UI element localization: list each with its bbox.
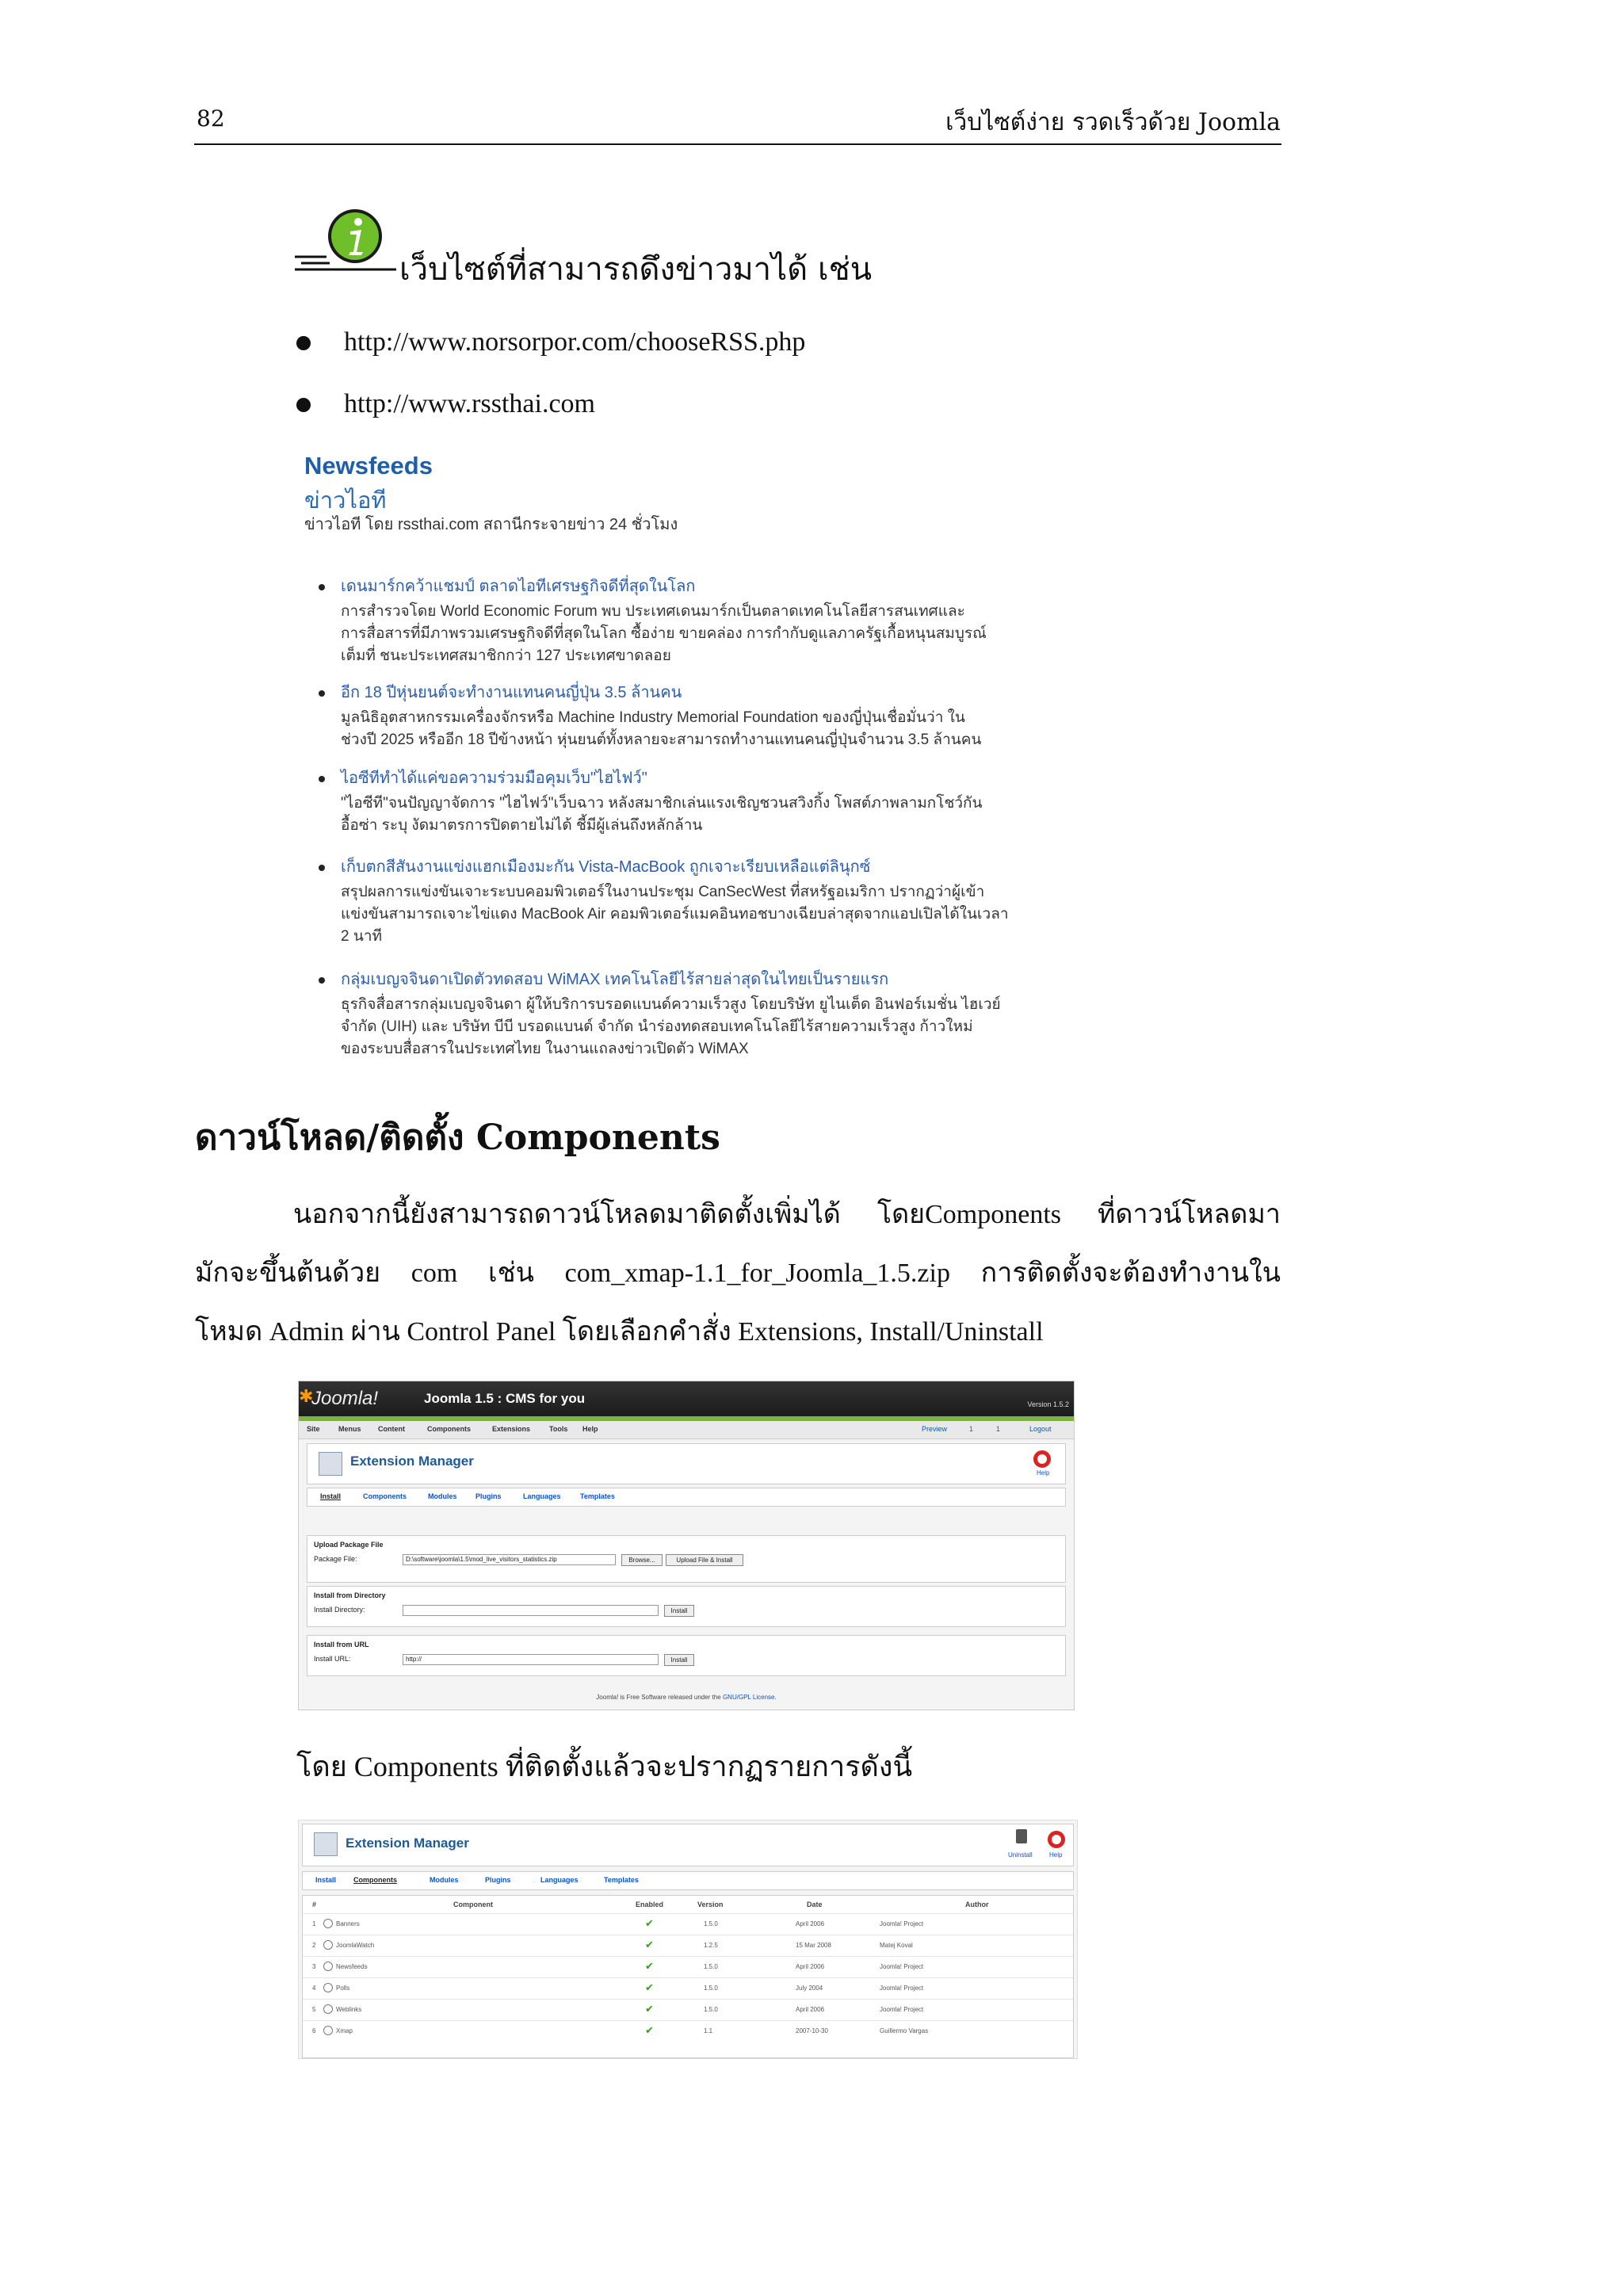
help-icon[interactable]: [1048, 1831, 1065, 1848]
column-header: #: [312, 1901, 317, 1908]
component-version: 1.5.0: [704, 1963, 718, 1970]
component-author: Joomla! Project: [880, 1920, 924, 1927]
news-item: [341, 575, 1046, 667]
upload-package-section: [307, 1535, 1066, 1583]
uninstall-label[interactable]: Uninstall: [1008, 1851, 1033, 1859]
news-body-line: มูลนิธิอุตสาหกรรมเครื่องจักรหรือ Machine Industry Memorial Foundation ของญี่ปุ่นเชื่อมั่นว่า ใน: [341, 709, 965, 726]
help-icon[interactable]: [1033, 1450, 1051, 1468]
component-version: 1.5.0: [704, 1920, 718, 1927]
component-date: 15 Mar 2008: [796, 1942, 831, 1949]
section-heading: Upload Package File: [314, 1541, 384, 1549]
header-rule: [194, 143, 1281, 145]
menu-help[interactable]: Help: [582, 1425, 598, 1433]
component-date: April 2006: [796, 2006, 825, 2013]
menu-components[interactable]: Components: [427, 1425, 471, 1433]
install-directory-input[interactable]: [403, 1605, 659, 1616]
column-header: Enabled: [636, 1901, 664, 1908]
extension-manager-components-screenshot: [298, 1820, 1078, 2059]
admin-menu: [299, 1421, 1074, 1439]
table-row[interactable]: [303, 1913, 1073, 1935]
field-label: Install URL:: [314, 1655, 351, 1663]
row-number: 2: [312, 1942, 316, 1949]
field-label: Package File:: [314, 1555, 357, 1563]
menu-extensions[interactable]: Extensions: [492, 1425, 531, 1433]
extension-manager-install-screenshot: [298, 1381, 1075, 1710]
column-header: Author: [965, 1901, 989, 1908]
news-body: [341, 601, 1046, 667]
component-name: Xmap: [336, 2027, 353, 2034]
news-body-line: อื้อซ่า ระบุ งัดมาตรการปิดตายไม่ได้ ชี้มีผู้เล่นถึงหลักล้าน: [341, 817, 703, 834]
news-body: [341, 793, 1046, 837]
enabled-check-icon[interactable]: ✔: [645, 2003, 654, 2015]
bullet-icon: [319, 776, 325, 782]
select-radio[interactable]: [323, 1983, 333, 1992]
tab-components[interactable]: Components: [363, 1492, 407, 1500]
tab-languages[interactable]: Languages: [540, 1876, 579, 1884]
news-item: [341, 856, 1046, 948]
tab-components[interactable]: Components: [353, 1876, 397, 1884]
text-run: นอกจากนี้ยังสามารถดาวน์โหลดมาติดตั้งเพิ่มได้: [293, 1200, 841, 1229]
extension-tabs: [302, 1871, 1074, 1890]
tab-templates[interactable]: Templates: [580, 1492, 615, 1500]
section-heading: Install from URL: [314, 1641, 369, 1648]
browse-button[interactable]: Browse...: [621, 1554, 663, 1566]
news-body-line: 2 นาที: [341, 928, 383, 945]
bullet-icon: [319, 865, 325, 871]
tab-plugins[interactable]: Plugins: [475, 1492, 502, 1500]
cms-title: Joomla 1.5 : CMS for you: [424, 1391, 586, 1406]
newsfeed-description: ข่าวไอที โดย rssthai.com สถานีกระจายข่าว 24 ชั่วโมง: [304, 516, 678, 533]
select-radio[interactable]: [323, 1962, 333, 1971]
tab-languages[interactable]: Languages: [523, 1492, 561, 1500]
install-icon: [314, 1832, 338, 1856]
install-button[interactable]: Install: [664, 1605, 694, 1617]
paragraph-line: [195, 1244, 1281, 1303]
component-date: 2007-10-30: [796, 2027, 828, 2034]
news-body-line: การสื่อสารที่มีภาพรวมเศรษฐกิจดีที่สุดในโลก ซื้อง่าย ขายคล่อง การกำกับดูแลภาครัฐเกื้อหนุนสมบูรณ์: [341, 625, 987, 642]
text-run: โดยComponents: [876, 1200, 1061, 1229]
note-text: เว็บไซต์ที่สามารถดึงข่าวมาได้ เช่น: [399, 251, 873, 288]
component-date: April 2006: [796, 1920, 825, 1927]
row-number: 6: [312, 2027, 316, 2034]
news-body: [341, 994, 1046, 1060]
bullet-icon: [319, 977, 325, 984]
install-url-section: [307, 1635, 1066, 1676]
table-row[interactable]: [303, 1977, 1073, 2000]
news-body-line: แข่งขันสามารถเจาะไข่แดง MacBook Air คอมพิวเตอร์แมคอินทอชบางเฉียบล่าสุดจากแอปเปิลได้ในเวลา: [341, 906, 1009, 923]
row-number: 3: [312, 1963, 316, 1970]
news-body: [341, 881, 1046, 948]
license-link[interactable]: GNU/GPL License.: [722, 1694, 777, 1701]
text-run: com: [411, 1259, 458, 1288]
uninstall-icon[interactable]: [1016, 1829, 1027, 1843]
news-title[interactable]: กลุ่มเบญจจินดาเปิดตัวทดสอบ WiMAX เทคโนโลยีไร้สายล่าสุดในไทยเป็นรายแรก: [341, 971, 889, 988]
component-name: Newsfeeds: [336, 1963, 368, 1970]
component-name: Polls: [336, 1985, 350, 1992]
section-title: ดาวน์โหลด/ติดตั้ง Components: [195, 1117, 720, 1158]
news-body: [341, 707, 1046, 751]
help-label[interactable]: Help: [1049, 1851, 1063, 1859]
tab-install[interactable]: Install: [320, 1492, 342, 1500]
menu-site[interactable]: Site: [307, 1425, 320, 1433]
component-author: Joomla! Project: [880, 1985, 924, 1992]
tab-plugins[interactable]: Plugins: [485, 1876, 511, 1884]
enabled-check-icon[interactable]: ✔: [645, 2024, 654, 2036]
select-radio[interactable]: [323, 2026, 333, 2035]
version-label: Version 1.5.2: [1027, 1400, 1069, 1408]
tab-templates[interactable]: Templates: [604, 1876, 639, 1884]
table-row[interactable]: [303, 2020, 1073, 2042]
news-title[interactable]: อีก 18 ปีหุ่นยนต์จะทำงานแทนคนญี่ปุ่น 3.5 ล้านคน: [341, 684, 682, 701]
news-title[interactable]: เดนมาร์กคว้าแชมป์ ตลาดไอทีเศรษฐกิจดีที่สุดในโลก: [341, 578, 696, 595]
component-version: 1.5.0: [704, 2006, 718, 2013]
footer-text: Joomla! is Free Software released under the: [596, 1694, 721, 1701]
component-author: Matej Koval: [880, 1942, 913, 1949]
enabled-check-icon[interactable]: ✔: [645, 1939, 654, 1950]
news-item: [341, 682, 1046, 751]
bullet-icon: [319, 690, 325, 697]
section-heading: Install from Directory: [314, 1591, 386, 1599]
enabled-check-icon[interactable]: ✔: [645, 1960, 654, 1972]
component-author: Joomla! Project: [880, 2006, 924, 2013]
messages-count[interactable]: 1: [969, 1425, 974, 1433]
text-run: การติดตั้งจะต้องทำงานใน: [980, 1259, 1281, 1288]
info-icon: [295, 206, 396, 277]
news-body-line: การสำรวจโดย World Economic Forum พบ ประเทศเดนมาร์กเป็นตลาดเทคโนโลยีสารสนเทศและ: [341, 603, 965, 620]
text-run: ที่ดาวน์โหลดมา: [1097, 1200, 1281, 1229]
table-row[interactable]: [303, 1999, 1073, 2021]
column-header[interactable]: Component: [453, 1901, 493, 1908]
newsfeed-screenshot: [296, 444, 1078, 1070]
bullet-icon: [296, 398, 311, 412]
install-button[interactable]: Install: [664, 1654, 694, 1666]
tab-modules[interactable]: Modules: [430, 1876, 459, 1884]
install-directory-section: [307, 1586, 1066, 1627]
upload-install-button[interactable]: Upload File & Install: [666, 1554, 743, 1566]
component-version: 1.5.0: [704, 1985, 718, 1992]
bullet-icon: [296, 336, 311, 350]
news-body-line: ช่วงปี 2025 หรืออีก 18 ปีข้างหน้า หุ่นยนต์ทั้งหลายจะสามารถทำงานแทนคนญี่ปุ่นจำนวน 3.5 ล้านคน: [341, 732, 982, 748]
news-body-line: ของระบบสื่อสารในประเทศไทย ในงานแถลงข่าวเปิดตัว WiMAX: [341, 1041, 749, 1057]
newsfeed-title: Newsfeeds: [304, 452, 433, 479]
menu-menus[interactable]: Menus: [338, 1425, 361, 1433]
news-body-line: สรุปผลการแข่งขันเจาะระบบคอมพิวเตอร์ในงานประชุม CanSecWest ที่สหรัฐอเมริกา ปรากฏว่าผู้เข้า: [341, 884, 985, 900]
column-header: Date: [807, 1901, 823, 1908]
select-radio[interactable]: [323, 1919, 333, 1928]
page-number: 82: [197, 105, 225, 132]
row-number: 5: [312, 2006, 316, 2013]
news-body-line: จำกัด (UIH) และ บริษัท บีบี บรอดแบนด์ จำกัด นำร่องทดสอบเทคโนโลยีไร้สายความเร็วสูง ก้าวใหม่: [341, 1018, 973, 1035]
newsfeed-subtitle[interactable]: ข่าวไอที: [304, 488, 387, 514]
component-date: April 2006: [796, 1963, 825, 1970]
component-name: Weblinks: [336, 2006, 362, 2013]
select-radio[interactable]: [323, 2004, 333, 2014]
component-version: 1.1: [704, 2027, 713, 2034]
joomla-topbar: [299, 1381, 1074, 1416]
enabled-check-icon[interactable]: ✔: [645, 1917, 654, 1929]
news-body-line: เต็มที่ ชนะประเทศสมาชิกกว่า 127 ประเทศขาดลอย: [341, 648, 671, 664]
row-number: 1: [312, 1920, 316, 1927]
news-item: [341, 968, 1046, 1060]
component-date: July 2004: [796, 1985, 823, 1992]
tab-install[interactable]: Install: [315, 1876, 337, 1884]
component-author: Guillermo Vargas: [880, 2027, 929, 2034]
paragraph-line: [195, 1186, 1281, 1244]
running-title: เว็บไซต์ง่าย รวดเร็วด้วย Joomla: [945, 109, 1281, 136]
column-header: Version: [697, 1901, 724, 1908]
field-label: Install Directory:: [314, 1606, 365, 1614]
body-paragraph: [195, 1186, 1281, 1368]
news-body-line: "ไอซีที"จนปัญญาจัดการ "ไฮไฟว์"เว็บฉาว หลังสมาชิกเล่นแรงเชิญชวนสวิงกิ้ง โพสต์ภาพลามกโชว์กัน: [341, 795, 983, 812]
link-url[interactable]: http://www.rssthai.com: [344, 389, 595, 418]
text-run: เช่น: [488, 1259, 534, 1288]
joomla-logo-icon: ✱: [299, 1386, 314, 1406]
row-number: 4: [312, 1985, 316, 1992]
components-table: [302, 1895, 1074, 2058]
help-label[interactable]: Help: [1037, 1469, 1050, 1477]
link-url[interactable]: http://www.norsorpor.com/chooseRSS.php: [344, 327, 806, 357]
text-run: com_xmap-1.1_for_Joomla_1.5.zip: [564, 1259, 950, 1288]
component-name: Banners: [336, 1920, 360, 1927]
bullet-icon: [319, 584, 325, 590]
package-file-input[interactable]: D:\software\joomla\1.5\mod_live_visitors_statistics.zip: [403, 1554, 616, 1565]
news-item: [341, 767, 1046, 837]
paragraph-line: [195, 1303, 1281, 1362]
text-run: มักจะขึ้นต้นด้วย: [195, 1259, 381, 1288]
logout-link[interactable]: Logout: [1029, 1425, 1052, 1433]
preview-link[interactable]: Preview: [922, 1425, 948, 1433]
tab-modules[interactable]: Modules: [428, 1492, 457, 1500]
select-radio[interactable]: [323, 1940, 333, 1950]
caption: โดย Components ที่ติดตั้งแล้วจะปรากฏรายการดังนี้: [296, 1751, 913, 1782]
install-icon: [319, 1452, 342, 1476]
menu-content[interactable]: Content: [378, 1425, 405, 1433]
news-title[interactable]: เก็บตกสีสันงานแข่งแฮกเมืองมะกัน Vista-MacBook ถูกเจาะเรียบเหลือแต่ลินุกซ์: [341, 858, 871, 876]
extension-tabs: [307, 1488, 1066, 1507]
page-title: Extension Manager: [350, 1454, 474, 1469]
news-body-line: ธุรกิจสื่อสารกลุ่มเบญจจินดา ผู้ให้บริการบรอดแบนด์ความเร็วสูง โดยบริษัท ยูไนเต็ด อินฟอร์เมชั่น ไฮเวย์: [341, 996, 1001, 1013]
text-run: โหมด Admin ผ่าน Control Panel โดยเลือกคำสั่ง Extensions, Install/Uninstall: [195, 1317, 1044, 1347]
component-name: JoomlaWatch: [336, 1942, 375, 1949]
menu-tools[interactable]: Tools: [549, 1425, 568, 1433]
license-footer: [299, 1694, 1074, 1701]
joomla-logo: Joomla!: [311, 1388, 379, 1409]
page-header: [307, 1443, 1066, 1484]
component-author: Joomla! Project: [880, 1963, 924, 1970]
users-count[interactable]: 1: [996, 1425, 1001, 1433]
page-title: Extension Manager: [346, 1836, 469, 1851]
install-url-input[interactable]: http://: [403, 1654, 659, 1665]
news-title[interactable]: ไอซีทีทำได้แค่ขอความร่วมมือคุมเว็บ"ไฮไฟว์": [341, 770, 647, 787]
enabled-check-icon[interactable]: ✔: [645, 1981, 654, 1993]
component-version: 1.2.5: [704, 1942, 718, 1949]
page-header: [302, 1824, 1074, 1866]
table-row[interactable]: [303, 1935, 1073, 1957]
table-row[interactable]: [303, 1956, 1073, 1978]
